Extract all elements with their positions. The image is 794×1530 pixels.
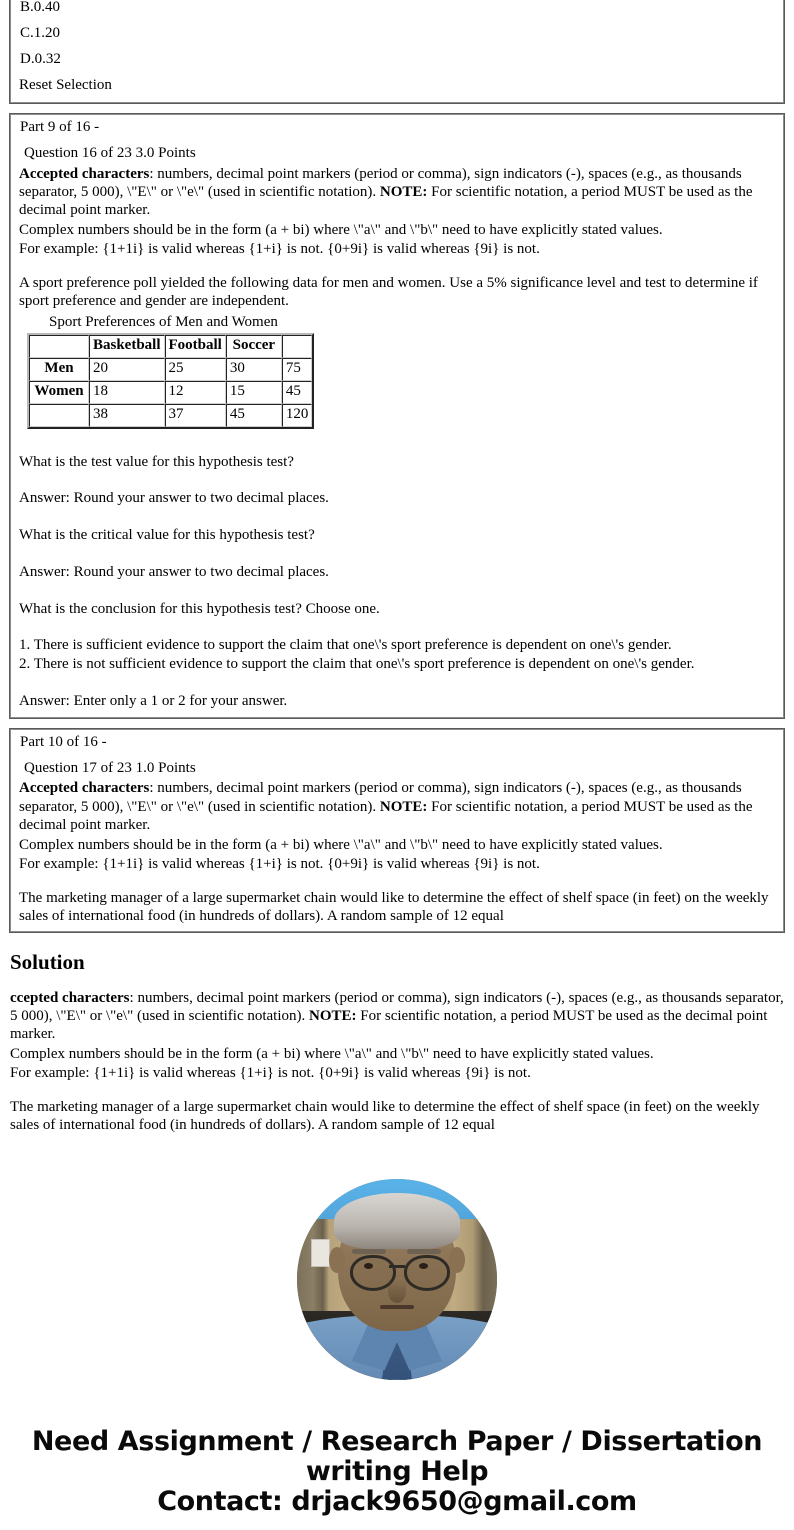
accepted-characters-label: Accepted characters xyxy=(19,165,150,182)
avatar-ear-left xyxy=(329,1247,345,1273)
part-10-accepted-characters xyxy=(19,779,777,834)
cell-total-soccer: 45 xyxy=(226,404,282,427)
avatar-eyebrow-right xyxy=(407,1249,441,1254)
part-9-inner xyxy=(10,114,784,718)
spacer xyxy=(19,471,777,489)
part-9-complex-line: Complex numbers should be in the form (a + bi) where \"a\" and \"b\" need to have explicitly stated values. xyxy=(19,222,663,239)
answer-choices-box xyxy=(9,0,785,104)
accepted-characters-text: : numbers, decimal point markers (period or comma), sign indicators (-), spaces (e.g., as thousands separator, 5 000), \"E\" or \"e\" (used in scientific notation). xyxy=(19,165,742,200)
avatar-eyebrow-left xyxy=(352,1249,386,1254)
avatar-hair xyxy=(334,1193,460,1249)
solution-accepted-characters xyxy=(10,989,784,1044)
spacer xyxy=(19,545,777,563)
note-label: NOTE: xyxy=(379,183,428,200)
avatar-eye-right xyxy=(419,1263,428,1269)
part-10-label: Part 10 of 16 - xyxy=(20,733,107,750)
avatar xyxy=(297,1179,497,1380)
accepted-characters-label: ccepted characters xyxy=(10,989,130,1006)
avatar-eyeglass-right xyxy=(404,1255,450,1291)
promo-footer xyxy=(0,1427,794,1530)
accepted-characters-text: : numbers, decimal point markers (period or comma), sign indicators (-), spaces (e.g., as thousands separator, 5 000), \"E\" or \"e\" (used in scientific notation). xyxy=(10,989,784,1024)
part-9-box xyxy=(9,113,785,719)
solution-problem-text: The marketing manager of a large supermarket chain would like to determine the effect of shelf space (in feet) on the weekly sales of international food (in hundreds of dollars). A random sample of 12 equal xyxy=(10,1098,760,1134)
choice-option-c[interactable]: C.1.20 xyxy=(20,24,61,41)
part-9-accepted-characters xyxy=(19,165,777,220)
part-9-example-line: For example: {1+1i} is valid whereas {1+i} is not. {0+9i} is valid whereas {9i} is not. xyxy=(19,240,540,257)
spacer xyxy=(19,508,777,526)
conclusion-option-2: 2. There is not sufficient evidence to support the claim that one\'s sport preference is dependent on one\'s gender. xyxy=(19,656,695,673)
solution-complex-line: Complex numbers should be in the form (a + bi) where \"a\" and \"b\" need to have explicitly stated values. xyxy=(10,1046,654,1063)
avatar-mouth xyxy=(380,1305,414,1309)
table-col-basketball: Basketball xyxy=(89,335,165,358)
table-row xyxy=(29,404,312,427)
reset-selection-link[interactable]: Reset Selection xyxy=(19,77,112,94)
conclusion-option-1: 1. There is sufficient evidence to support the claim that one\'s sport preference is dependent on one\'s gender. xyxy=(19,637,672,654)
table-col-soccer: Soccer xyxy=(226,335,282,358)
choice-option-b[interactable]: B.0.40 xyxy=(20,0,61,15)
accepted-characters-label: Accepted characters xyxy=(19,780,150,797)
avatar-wall-switch xyxy=(311,1239,330,1267)
cell-women-total: 45 xyxy=(282,381,313,404)
solution-example-line: For example: {1+1i} is valid whereas {1+i} is not. {0+9i} is valid whereas {9i} is not. xyxy=(10,1064,531,1081)
part-10-question-meta: Question 17 of 23 1.0 Points xyxy=(24,760,196,777)
answer-hint-conclusion: Answer: Enter only a 1 or 2 for your answer. xyxy=(19,692,288,709)
table-header-row xyxy=(29,335,312,358)
table-row xyxy=(29,358,312,381)
spacer xyxy=(19,618,777,636)
prompt-critical-value: What is the critical value for this hypothesis test? xyxy=(19,527,315,544)
avatar-nose xyxy=(388,1279,406,1303)
table-row-label-men: Men xyxy=(29,358,89,381)
table-row-label-total xyxy=(29,404,89,427)
sport-table-caption: Sport Preferences of Men and Women xyxy=(49,313,278,330)
part-10-inner xyxy=(10,729,784,933)
table-row-label-women: Women xyxy=(29,381,89,404)
cell-men-football: 25 xyxy=(165,358,226,381)
avatar-eyeglass-bridge xyxy=(389,1265,405,1268)
part-9-label: Part 9 of 16 - xyxy=(20,118,100,135)
cell-grand-total: 120 xyxy=(282,404,313,427)
cell-men-soccer: 30 xyxy=(226,358,282,381)
answer-choices-inner xyxy=(10,0,784,103)
sport-preferences-table xyxy=(27,333,314,429)
choice-option-d[interactable]: D.0.32 xyxy=(20,50,61,67)
avatar-eye-left xyxy=(364,1263,373,1269)
cell-men-basketball: 20 xyxy=(89,358,165,381)
cell-total-football: 37 xyxy=(165,404,226,427)
part-10-problem-text: The marketing manager of a large supermarket chain would like to determine the effect of shelf space (in feet) on the weekly sales of international food (in hundreds of dollars). A random sample of 12 equal xyxy=(19,889,769,925)
table-col-football: Football xyxy=(165,335,226,358)
cell-women-football: 12 xyxy=(165,381,226,404)
accepted-characters-text: : numbers, decimal point markers (period or comma), sign indicators (-), spaces (e.g., as thousands separator, 5 000), \"E\" or \"e\" (used in scientific notation). xyxy=(19,780,742,815)
part-9-problem-text: A sport preference poll yielded the following data for men and women. Use a 5% significance level and test to determine if sport preference and gender are independent. xyxy=(19,274,758,310)
prompt-conclusion: What is the conclusion for this hypothesis test? Choose one. xyxy=(19,600,380,617)
spacer xyxy=(19,435,777,453)
promo-line-2: Contact: drjack9650@gmail.com xyxy=(157,1485,637,1517)
cell-women-basketball: 18 xyxy=(89,381,165,404)
part-10-complex-line: Complex numbers should be in the form (a + bi) where \"a\" and \"b\" need to have explicitly stated values. xyxy=(19,837,663,854)
note-label: NOTE: xyxy=(309,1007,357,1024)
spacer xyxy=(19,582,777,600)
promo-line-1: Need Assignment / Research Paper / Dissertation writing Help xyxy=(31,1425,763,1487)
part-10-example-line: For example: {1+1i} is valid whereas {1+i} is not. {0+9i} is valid whereas {9i} is not. xyxy=(19,855,540,872)
solution-section xyxy=(0,951,794,1134)
cell-total-basketball: 38 xyxy=(89,404,165,427)
note-text: For scientific notation, a period MUST be used as the decimal point marker. xyxy=(19,183,753,219)
table-row xyxy=(29,381,312,404)
cell-men-total: 75 xyxy=(282,358,313,381)
note-label: NOTE: xyxy=(379,798,428,815)
solution-heading: Solution xyxy=(10,950,85,975)
table-col-total xyxy=(282,335,313,358)
spacer xyxy=(19,674,777,692)
note-text: For scientific notation, a period MUST be used as the decimal point marker. xyxy=(10,1007,768,1043)
part-9-question-meta: Question 16 of 23 3.0 Points xyxy=(24,145,196,162)
part-10-box xyxy=(9,728,785,934)
note-text: For scientific notation, a period MUST be used as the decimal point marker. xyxy=(19,798,753,833)
answer-hint-test-value: Answer: Round your answer to two decimal places. xyxy=(19,490,329,507)
answer-hint-critical-value: Answer: Round your answer to two decimal places. xyxy=(19,563,329,580)
table-corner-cell xyxy=(29,335,89,358)
avatar-ear-right xyxy=(449,1247,465,1273)
prompt-test-value: What is the test value for this hypothesis test? xyxy=(19,453,294,470)
cell-women-soccer: 15 xyxy=(226,381,282,404)
avatar-block xyxy=(0,1179,794,1385)
